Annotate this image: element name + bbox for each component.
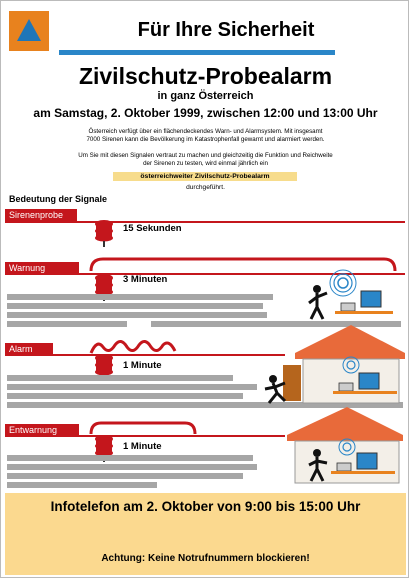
main-title: Zivilschutz-Probealarm <box>78 63 333 89</box>
signal-label-alarm: Alarm <box>5 343 53 356</box>
text-placeholder-bar <box>7 473 243 479</box>
date-line: am Samstag, 2. Oktober 1999, zwischen 12:00 und 13:00 Uhr <box>33 106 378 120</box>
intro-line-1: Österreich verfügt über ein flächendeckendes Warn- und Alarmsystem. Mit insgesamt <box>88 128 323 135</box>
header-divider <box>59 50 335 55</box>
house-allclear-illustration <box>283 405 407 485</box>
intro-line-3: Um Sie mit diesen Signalen vertraut zu machen und gleichzeitig die Funktion und Reichweite <box>78 152 333 159</box>
signal-label-warnung: Warnung <box>5 262 79 275</box>
text-placeholder-bar <box>7 312 267 318</box>
signal-duration-warnung: 3 Minuten <box>123 274 168 285</box>
highlight-text: österreichweiter Zivilschutz-Probealarm <box>113 172 297 181</box>
text-placeholder-bar <box>7 303 263 309</box>
text-placeholder-bar <box>7 482 157 488</box>
warning-text: Achtung: Keine Notrufnummern blockieren! <box>101 553 310 564</box>
intro-line-4: der Sirenen zu testen, wird einmal jährlich ein <box>143 160 268 167</box>
person-at-radio-illustration <box>297 263 397 323</box>
signals-heading: Bedeutung der Signale <box>9 194 108 204</box>
intro-done: durchgeführt. <box>186 184 225 191</box>
text-placeholder-bar <box>7 375 233 381</box>
intro-line-2: 7000 Sirenen kann die Bevölkerung im Katastrophenfall gewarnt und alarmiert werden. <box>86 136 325 143</box>
section-rule <box>5 221 405 223</box>
signal-duration-alarm: 1 Minute <box>123 360 162 371</box>
infotelefon-text: Infotelefon am 2. Oktober von 9:00 bis 15:00 Uhr <box>50 499 361 514</box>
house-alarm-illustration <box>255 323 407 408</box>
text-placeholder-bar <box>7 384 257 390</box>
text-placeholder-bar <box>7 455 253 461</box>
subtitle: in ganz Österreich <box>157 90 254 102</box>
siren-icon <box>92 219 116 249</box>
triangle-icon <box>17 19 41 41</box>
text-placeholder-bar <box>7 393 243 399</box>
text-placeholder-bar <box>7 464 257 470</box>
zivilschutz-logo-icon <box>9 11 49 51</box>
signal-label-sirenenprobe: Sirenenprobe <box>5 209 77 222</box>
text-placeholder-bar <box>7 321 127 327</box>
text-placeholder-bar <box>7 294 273 300</box>
signal-duration-entwarnung: 1 Minute <box>123 441 162 452</box>
signal-duration-sirenenprobe: 15 Sekunden <box>123 223 182 234</box>
signal-label-entwarnung: Entwarnung <box>5 424 79 437</box>
header-title: Für Ihre Sicherheit <box>137 19 315 41</box>
